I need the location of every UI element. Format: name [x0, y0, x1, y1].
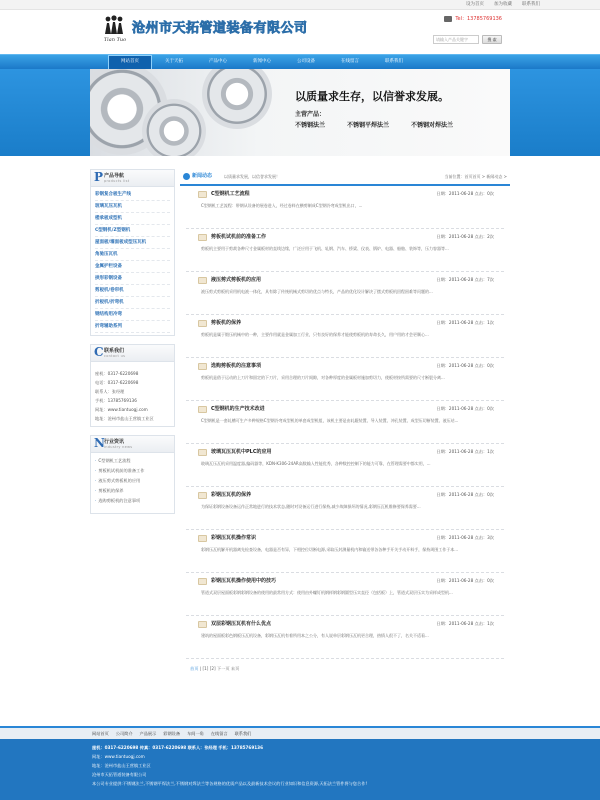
article-title-link[interactable]: 剪板机的保养 — [211, 320, 242, 326]
banner-product: 不锈钢平焊法兰 — [347, 122, 390, 129]
article-title-link[interactable]: 彩钢压瓦机操作常识 — [211, 535, 257, 541]
contact-letter: C — [94, 345, 104, 359]
article-thumbnail-icon — [198, 406, 207, 413]
article-summary: 彩钢压瓦机解开机器离先检查设备，电器是否有异，下相控位切断电源,采取压封测量机内和输送带各各种手开关手动开料手，保持周围工作于本... — [201, 547, 459, 552]
product-nav-box — [90, 169, 175, 336]
product-category-link[interactable]: 金属护栏设备 — [95, 261, 170, 273]
search-input[interactable]: 请输入产品关键字 — [433, 35, 479, 44]
article-date: 日期：2011-06-28 点击：0次 — [436, 191, 494, 196]
breadcrumb[interactable]: 当前位置：首页首页 > 新闻动态 > — [444, 174, 507, 179]
footer-nav-link[interactable]: 彩钢设备 — [163, 731, 181, 736]
top-links — [466, 2, 540, 8]
industry-news-letter: N — [94, 436, 105, 450]
pager-links[interactable]: | [1] [2] 下一页 末页 — [199, 666, 240, 671]
product-category-link[interactable]: 钢结构用冷弯 — [95, 309, 170, 321]
footer-nav-link[interactable]: 车间一角 — [187, 731, 204, 736]
company-name: 沧州市天拓管道装备有限公司 — [132, 21, 308, 36]
nav-equipment[interactable]: 公司设备 — [297, 59, 315, 64]
product-category-link[interactable]: 楼承板成型机 — [95, 213, 170, 225]
contact-mobile: 手机：13785769136 — [95, 398, 137, 403]
product-category-link[interactable]: 屋面板/墙面板成型压瓦机 — [95, 237, 170, 249]
top-bar — [0, 0, 600, 10]
footer — [0, 739, 600, 800]
contact-subtitle: contact us — [104, 354, 126, 358]
nav-home[interactable]: 网站首页 — [108, 55, 152, 69]
add-favorite-link[interactable]: 加为收藏 — [494, 2, 512, 7]
industry-news-title: 行业资讯 — [104, 439, 125, 445]
contact-details — [91, 362, 174, 426]
article-thumbnail-icon — [198, 621, 207, 628]
article-title-link[interactable]: C型钢机工艺流程 — [211, 191, 250, 197]
article-thumbnail-icon — [198, 363, 207, 370]
set-homepage-link[interactable]: 设为首页 — [466, 2, 484, 7]
article-date: 日期：2011-06-28 点击：1次 — [436, 621, 494, 626]
footer-business: 本公司专业提供:不锈钢法兰,不锈钢平焊法兰,不锈钢对焊法兰等各规格的优质产品以及最新技术会议的行业知识和信息资源,天拓法兰管件将与您合作! — [92, 781, 368, 786]
contact-us-link[interactable]: 联系我们 — [522, 2, 540, 7]
news-article — [186, 358, 504, 401]
contact-address: 地址：沧州市盐山王营镇工业区 — [95, 416, 154, 421]
industry-news-link[interactable]: · 液压剪式剪板机的应用 — [95, 476, 170, 486]
logo-figures-icon — [102, 15, 126, 35]
contact-title: 联系我们 — [104, 348, 125, 354]
banner-slogan: 以质量求生存，以信誉求发展。 — [295, 90, 449, 103]
product-nav-title: 产品导航 — [104, 173, 125, 179]
banner-product: 不锈钢对焊法兰 — [411, 122, 454, 129]
article-thumbnail-icon — [198, 535, 207, 542]
article-date: 日期：2011-06-28 点击：0次 — [436, 406, 494, 411]
product-nav-letter: P — [94, 170, 104, 184]
article-date: 日期：2011-06-28 点击：0次 — [436, 578, 494, 583]
footer-nav-link[interactable]: 在线留言 — [210, 731, 228, 736]
article-title-link[interactable]: 双层彩钢压瓦机有什么优点 — [211, 621, 272, 627]
product-category-link[interactable]: 彩钢复合板生产线 — [95, 189, 170, 201]
article-date: 日期：2011-06-28 点击：7次 — [436, 277, 494, 282]
news-tab-title: 新闻动态 — [192, 173, 213, 179]
footer-nav-link[interactable]: 产品展示 — [139, 731, 157, 736]
product-category-link[interactable]: 玻璃瓦压瓦机 — [95, 201, 170, 213]
article-date: 日期：2011-06-28 点击：2次 — [436, 234, 494, 239]
banner-products — [295, 122, 453, 130]
contact-box — [90, 344, 175, 427]
nav-products[interactable]: 产品中心 — [209, 59, 227, 64]
industry-news-list — [91, 453, 174, 513]
article-title-link[interactable]: 液压剪式剪板机的应用 — [211, 277, 262, 283]
article-thumbnail-icon — [198, 191, 207, 198]
news-article — [186, 573, 504, 616]
article-summary: 液压剪式剪板机采用机电液一体化，具有除了传统机械式剪切的优点与特长，产品的优化设计解决了摆式剪板机回程困难等问题的... — [201, 289, 433, 294]
article-summary: C型钢机是一套轧槽可生产多种规格C型钢冷弯成型机的单套成型机组，该机主要是由轧辊装置、导入装置、冲孔装置、成型压切断装置、液压站... — [201, 418, 459, 423]
news-article-list — [180, 186, 510, 659]
industry-news-header — [91, 436, 174, 453]
article-title-link[interactable]: C型钢机的生产技术改进 — [211, 406, 265, 412]
industry-news-link[interactable]: · 剪板机试机前的准备工作 — [95, 466, 170, 476]
contact-header — [91, 345, 174, 362]
contact-website[interactable]: 网址：www.tiantuogj.com — [95, 407, 148, 412]
phone-info — [444, 16, 502, 23]
content-area — [90, 169, 510, 709]
logo-subtitle: Tian Tuo — [103, 37, 127, 43]
news-tab-icon — [183, 173, 190, 180]
news-article — [186, 444, 504, 487]
article-thumbnail-icon — [198, 492, 207, 499]
news-article — [186, 401, 504, 444]
flange-image — [142, 99, 206, 156]
article-summary: 为保证彩钢设备设备运作正常地进行的技术状态,随时对设备运行进行保持,减少故障损坏的情况,彩钢压瓦机维修要保养需要... — [201, 504, 421, 509]
footer-company: 沧州市天拓管道装备有限公司 — [92, 772, 147, 777]
article-title-link[interactable]: 选购剪板机的注意事项 — [211, 363, 262, 369]
sidebar — [90, 169, 175, 709]
article-title-link[interactable]: 彩钢压瓦机操作使用中的技巧 — [211, 578, 277, 584]
footer-nav — [0, 726, 600, 739]
news-article — [186, 315, 504, 358]
footer-nav-link[interactable]: 网站首页 — [92, 731, 109, 736]
article-date: 日期：2011-06-28 点击：1次 — [436, 320, 494, 325]
flange-image — [202, 69, 272, 129]
section-header — [180, 169, 510, 186]
article-thumbnail-icon — [198, 234, 207, 241]
article-date: 日期：2011-06-28 点击：1次 — [436, 449, 494, 454]
article-title-link[interactable]: 彩钢压瓦机的保养 — [211, 492, 252, 498]
article-summary: 剪板机主要用于剪裁各种尺寸金属板材的直线边缘，广泛应用于飞机、轧钢、汽车、桥梁、仪表、锅炉、电器、船舶、装饰等，压力容器等... — [201, 246, 449, 251]
article-date: 日期：2011-06-28 点击：3次 — [436, 535, 494, 540]
contact-person: 联系人：张经理 — [95, 389, 125, 394]
industry-news-subtitle: industry news — [104, 445, 133, 449]
product-category-link[interactable]: 角驰压瓦机 — [95, 249, 170, 261]
article-thumbnail-icon — [198, 578, 207, 585]
industry-news-link[interactable]: · 选购剪板机的注意事项 — [95, 496, 170, 506]
product-nav-header — [91, 170, 174, 187]
main-column — [180, 169, 510, 709]
footer-website[interactable]: 网址：www.tiantuogj.com — [92, 754, 145, 759]
pagination — [180, 659, 510, 678]
article-title-link[interactable]: 玻璃瓦压瓦机中PLC的应用 — [211, 449, 272, 455]
article-summary: 剪板机是属于锻压机械中的一种，主要作用就是金属加工行业，只有良好的保养才能使剪板机的寿命长久，用户用的才会更顺心... — [201, 332, 429, 337]
search-button[interactable]: 搜 索 — [482, 35, 502, 44]
product-category-link[interactable]: 拱形彩钢设备 — [95, 273, 170, 285]
nav-news[interactable]: 新闻中心 — [253, 59, 271, 64]
footer-nav-link[interactable]: 公司简介 — [115, 731, 133, 736]
article-thumbnail-icon — [198, 277, 207, 284]
article-thumbnail-icon — [198, 449, 207, 456]
article-summary: 建筑的屋面板彩色钢板压瓦机设备，彩钢压瓦机有着所用本之公分，有人说单层彩钢压瓦机更合理，热情人很不了，名关不适看... — [201, 633, 429, 638]
product-category-link[interactable]: C型钢机/Z型钢机 — [95, 225, 170, 237]
article-summary: 管道式双层屋面板彩钢彩钢设备的使用的最常用方式：使用由外螺钉机钢样钢彩钢圆型压实直径（包括板）上，管道式双层压实为采样成型机... — [201, 590, 453, 595]
banner-product: 不锈钢法兰 — [295, 122, 326, 129]
article-summary: 剪板机是借于运动的上刀片和固定的下刀片，采用合理的刀片间隙，对各种厚度的金属板材施加剪切力，使板材按所需要的尺寸断裂分离... — [201, 375, 445, 380]
news-article — [186, 272, 504, 315]
news-article — [186, 487, 504, 530]
product-nav-subtitle: products list — [104, 179, 130, 183]
industry-news-link[interactable]: · 剪板机的保养 — [95, 486, 170, 496]
product-category-link[interactable]: 剪板机/卷帘机 — [95, 285, 170, 297]
product-category-link[interactable]: 折弯辅助系列 — [95, 321, 170, 333]
header — [90, 10, 510, 54]
news-article — [186, 616, 504, 659]
article-date: 日期：2011-06-28 点击：0次 — [436, 363, 494, 368]
industry-news-box — [90, 435, 175, 514]
news-article — [186, 229, 504, 272]
article-summary: C型钢机工艺流程：带钢从设备的展卷进入，经过卷料在横剪制成C型钢冷弯成型机出口，... — [201, 203, 363, 208]
article-date: 日期：2011-06-28 点击：0次 — [436, 492, 494, 497]
search-bar — [433, 35, 502, 44]
article-thumbnail-icon — [198, 320, 207, 327]
nav-about[interactable]: 关于天拓 — [165, 59, 183, 64]
product-list — [91, 187, 174, 335]
industry-news-link[interactable]: · C型钢机工艺流程 — [95, 456, 170, 466]
banner-band — [0, 69, 600, 156]
telephone-icon — [444, 16, 452, 22]
article-title-link[interactable]: 剪板机试机前的准备工作 — [211, 234, 267, 240]
main-nav — [0, 54, 600, 69]
product-category-link[interactable]: 折板机/折弯机 — [95, 297, 170, 309]
pager-first[interactable]: 首页 — [190, 666, 199, 671]
contact-phone: 电话：0317-6220698 — [95, 380, 139, 385]
company-logo[interactable] — [98, 15, 128, 47]
footer-nav-link[interactable]: 联系我们 — [234, 731, 252, 736]
banner-product-label: 主营产品： — [295, 111, 326, 118]
phone-number: Tel：13785769136 — [455, 16, 502, 22]
footer-address: 地址：沧州市盐山王营镇工业区 — [92, 763, 151, 768]
article-summary: 玻璃瓦压瓦机采用温度器,编码器等，KDN-K306-24AR高数输入性能优秀，各种数控控制下的能力可靠，在管理需要中都实用，... — [201, 461, 431, 466]
news-article — [186, 530, 504, 573]
company-motto: 以质量求发展，以信誉求发展！ — [224, 174, 280, 179]
news-article — [186, 186, 504, 229]
nav-contact[interactable]: 联系我们 — [385, 59, 403, 64]
contact-landline: 座机：0317-6220698 — [95, 371, 139, 376]
footer-contact-line: 座机：0317-6220698 传真：0317-6220698 联系人：张经理 手机：13785769136 — [92, 745, 264, 750]
nav-message[interactable]: 在线留言 — [341, 59, 359, 64]
hero-banner — [90, 69, 510, 156]
